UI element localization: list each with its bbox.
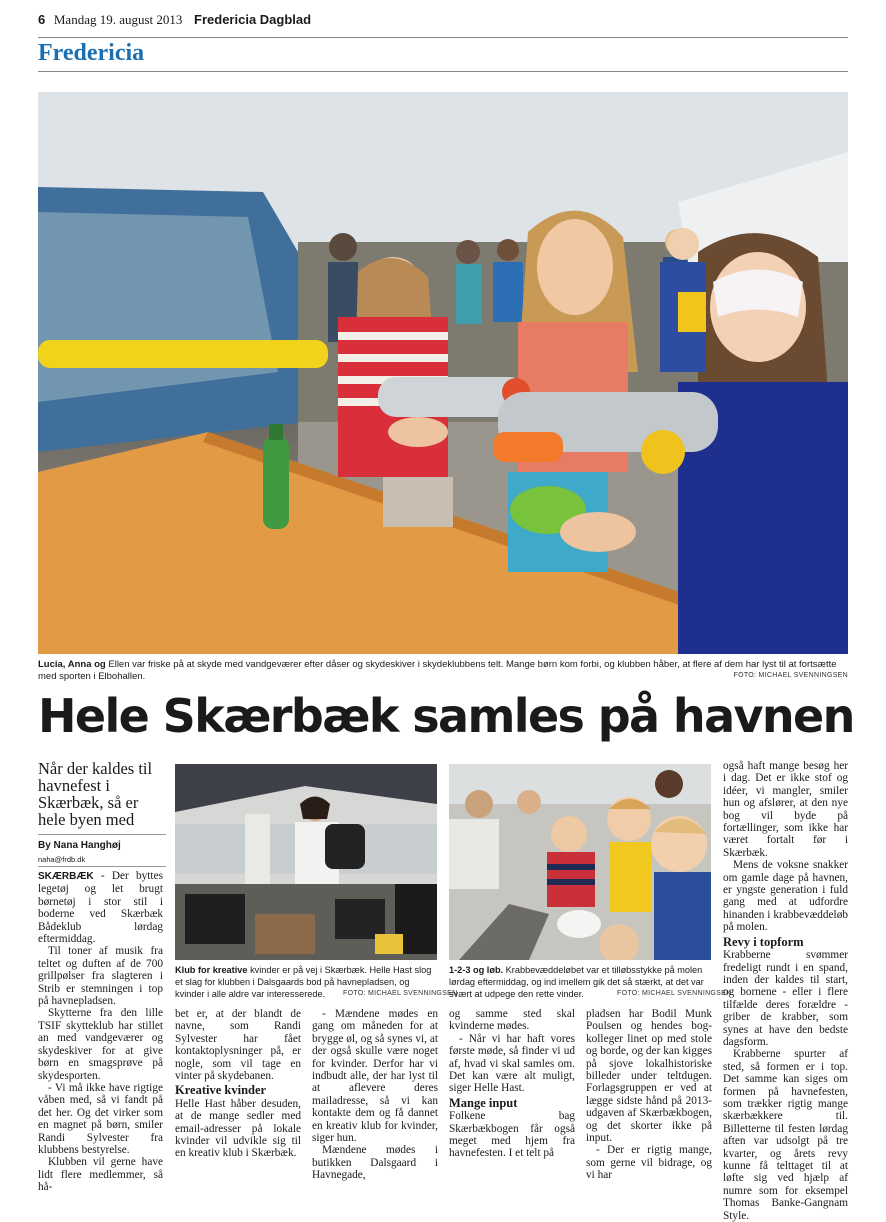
main-caption-text: Ellen var friske på at skyde med vandgeværer efter dåser og skydeskiver i skydeklubbens telt. Mange børn kom forbi, og klubben håber, at flere af dem har lyst til at fortsætte med sporten i Elbohallen. <box>38 659 837 682</box>
body-column-1 <box>38 870 163 1194</box>
photo-kreative-credit: FOTO: MICHAEL SVENNINGSEN <box>343 990 458 997</box>
photo-krabbe <box>449 764 711 960</box>
deck-rule <box>38 834 166 835</box>
col1-paragraph-2: Til toner af musik fra teltet og duften af de 700 grillpølser fra slagteren i Strib er stemningen i top på havnepladsen. <box>38 945 163 1008</box>
body-column-3 <box>312 1008 438 1182</box>
subhead-kreative-kvinder: Kreative kvinder <box>175 1083 267 1098</box>
col2-paragraph-2: Helle Hast håber desuden, at de mange sedler med email-adresser på lokale kvinder vil udvikle sig til en kreativ klub i Skærbæk. <box>175 1097 301 1160</box>
col4-paragraph-3: Folkene bag Skærbækbogen får også meget med hjem fra havnefesten. I et telt på <box>449 1110 575 1160</box>
photo-kreative <box>175 764 437 960</box>
col6-paragraph-4: Krabberne spurter af sted, så formen er i top. Det samme kan siges om formen på havnefesten, som trækker rigtig mange skærbækkere til. Billetterne til festen lørdag aften var udsolgt på tre kvarter, og årets revy kunne få telttaget til at løfte sig ved hjælp af numre som for eksempel Thomas Banke-Gangnam Style. <box>723 1048 848 1222</box>
main-caption-lead: Lucia, Anna og <box>38 659 106 670</box>
newspaper-name: Fredericia Dagblad <box>194 12 312 27</box>
col1-paragraph-5: Klubben vil gerne have lidt flere medlemmer, så hå- <box>38 1156 163 1194</box>
issue-date: Mandag 19. august 2013 <box>53 12 183 27</box>
byline-email: naha@frdb.dk <box>38 855 86 864</box>
krabbe-caption-lead: 1-2-3 og løb. <box>449 965 504 975</box>
body-column-4 <box>449 1008 575 1160</box>
photo-krabbe-illustration <box>449 764 711 960</box>
col3-paragraph-2: Mændene mødes i butikken Dalsgaard i Havnegade, <box>312 1144 438 1182</box>
col4-paragraph-1: og samme sted skal kvinderne mødes. <box>449 1008 575 1033</box>
body-column-5 <box>586 1008 712 1182</box>
main-photo-illustration <box>38 92 848 654</box>
col1-paragraph-3: Skytterne fra den lille TSIF skytteklub har stillet an med vandgeværer og skydeskiver for at give børn en smagsprøve på skydesporten. <box>38 1007 163 1082</box>
main-photo-caption <box>38 659 848 683</box>
col2-paragraph-1: bet er, at der blandt de navne, som Randi Sylvester har fået kontaktoplysninger på, er nogle, som vil tage en vinter på skydebanen. <box>175 1008 301 1083</box>
body-column-6 <box>723 760 848 1222</box>
col5-paragraph-1: pladsen har Bodil Munk Poulsen og hendes bog-kolleger linet op med stole og borde, og der kan kigges på sjove lokalhistoriske billeder under teltdugen. Forlagsgruppen er ved at lægge sidste hånd på 2013-udgaven af Skærbækbogen, og det skorter ikke på input. <box>586 1008 712 1145</box>
deck: Når der kaldes til havnefest i Skærbæk, så er hele byen med <box>38 759 153 829</box>
headline: Hele Skærbæk samles på havnen <box>38 689 854 743</box>
krabbe-caption-text: Krabbevæddeløbet var et tilløbsstykke på molen lørdag eftermiddag, og ind imellem gik det så stærkt, at det var svært at udpege den rette vinder. <box>449 965 704 999</box>
photo-kreative-illustration <box>175 764 437 960</box>
byline: By Nana Hanghøj <box>38 840 121 851</box>
section-rule <box>38 71 848 72</box>
col6-paragraph-1: også haft mange besøg her i dag. Det er ikke stof og idéer, vi mangler, smiler hun og afslører, at den nye bog vil byde på fortællinger, som ikke har været fortalt før i Skærbæk. <box>723 760 848 859</box>
col1-paragraph-1: - Der byttes legetøj og let brugt børnetøj i stor stil i boderne ved Skærbæk Bådeklub lørdag eftermiddag. <box>38 870 163 946</box>
photo-krabbe-credit: FOTO: MICHAEL SVENNINGSEN <box>617 990 732 997</box>
section-title: Fredericia <box>38 40 145 66</box>
col6-paragraph-2: Mens de voksne snakker om gamle dage på havnen, er yngste generation i fuld gang med at udfordre hinanden i krabbevæddeløb på molen. <box>723 859 848 934</box>
main-photo <box>38 92 848 654</box>
col6-paragraph-3: Krabberne svømmer fredeligt rundt i en spand, inden der kaldes til start, og bornene - eller i flere tilfælde deres forældre - griber de krabber, som synes at have den bedste dagsform. <box>723 949 848 1048</box>
main-photo-credit: FOTO: MICHAEL SVENNINGSEN <box>733 672 848 679</box>
page-number: 6 <box>38 12 46 27</box>
byline-rule <box>38 866 166 867</box>
dateline-place: SKÆRBÆK <box>38 871 94 882</box>
page-header <box>38 12 848 34</box>
subhead-mange-input: Mange input <box>449 1095 518 1110</box>
subhead-revy-i-topform: Revy i topform <box>723 934 804 949</box>
body-column-2 <box>175 1008 301 1160</box>
col4-paragraph-2: - Når vi har haft vores første møde, så finder vi ud af, hvad vi skal samles om. Det kan være alt muligt, siger Helle Hast. <box>449 1032 575 1095</box>
col3-paragraph-1: - Mændene mødes en gang om måneden for at brygge øl, og så synes vi, at der også skulle være noget for kvinder. Derfor har vi indbudt alle, der har lyst til at aflevere deres mailadresse, så vi kan kontakte dem og få dannet en kreativ klub for kvinder, siger hun. <box>312 1008 438 1145</box>
col5-paragraph-2: - Der er rigtig mange, som gerne vil bidrage, og vi har <box>586 1144 712 1182</box>
kreative-caption-text: kvinder er på vej i Skærbæk. Helle Hast slog et slag for klubben i Dalsgaards bod på havnepladsen, og kvinder i alle aldre var interesserede. <box>175 965 432 999</box>
header-rule <box>38 37 848 38</box>
col1-paragraph-4: - Vi må ikke have rigtige våben med, så vi fandt på det her. Og det virker som en magnet på børn, smiler Randi Sylvester fra klubbens bestyrelse. <box>38 1081 163 1156</box>
kreative-caption-lead: Klub for kreative <box>175 965 248 975</box>
